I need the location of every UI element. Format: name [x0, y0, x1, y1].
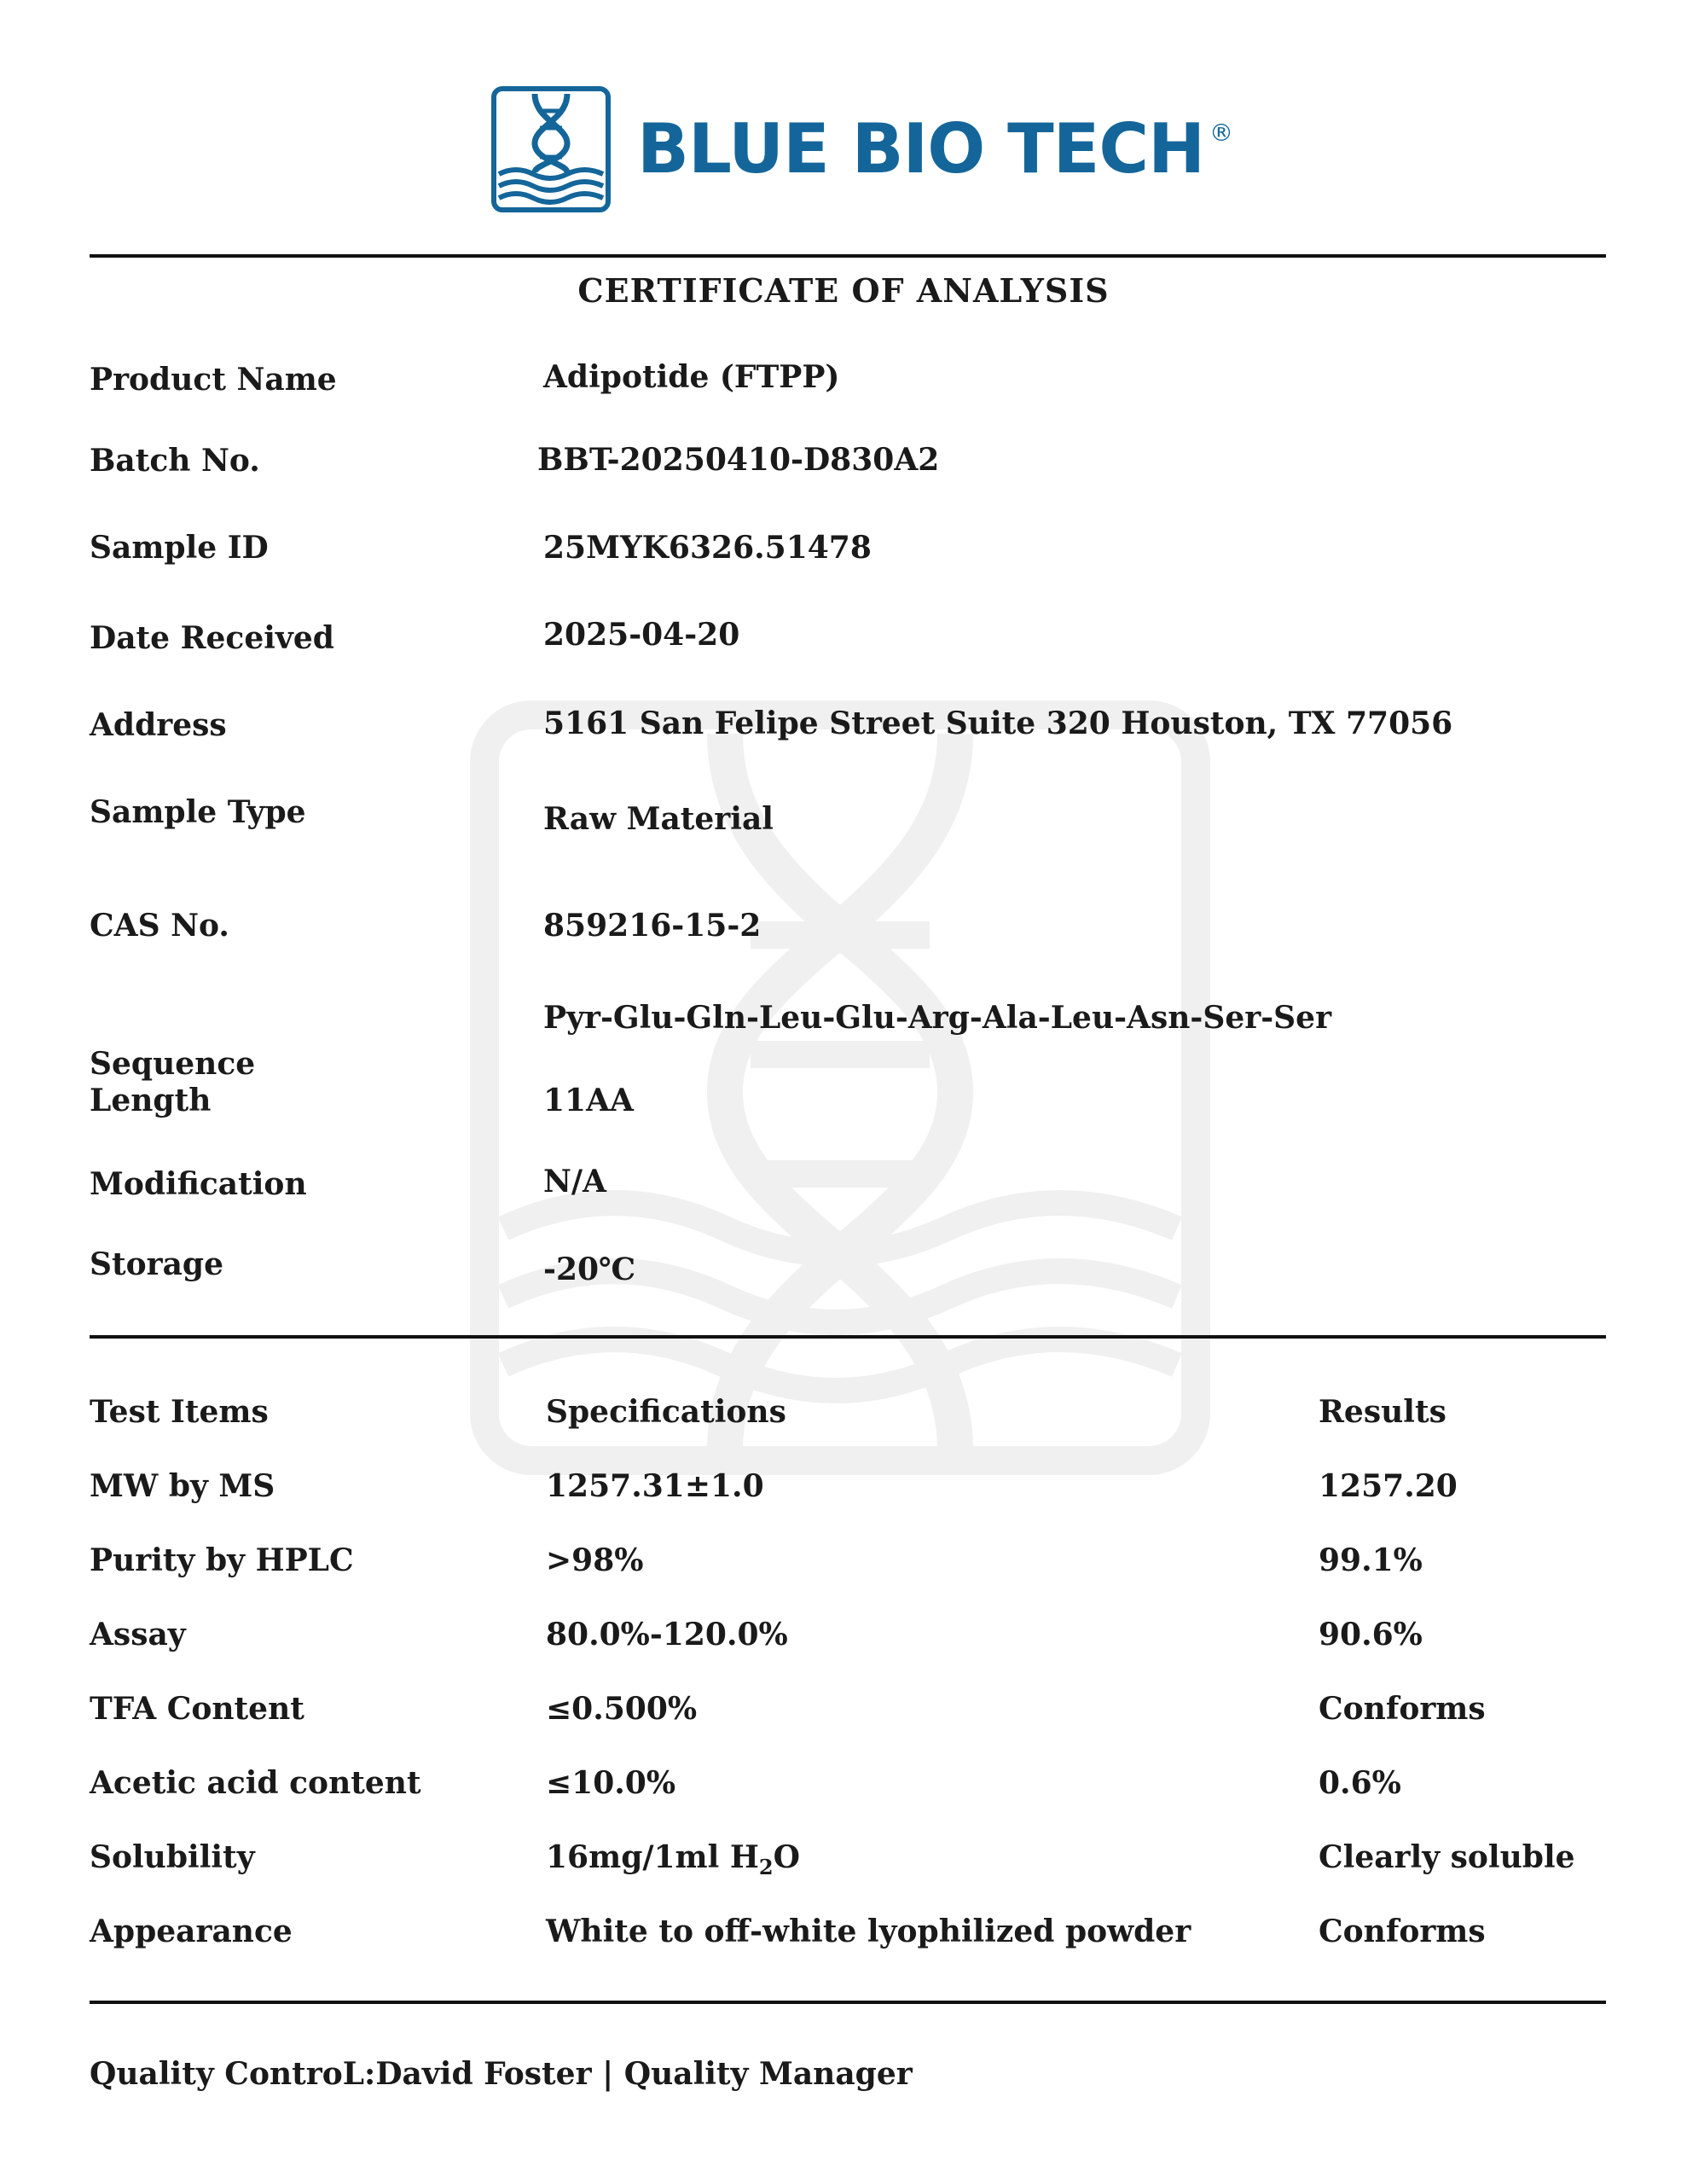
row-mw-item: MW by MS [90, 1468, 275, 1504]
row-appearance-result: Conforms [1319, 1914, 1486, 1949]
solubility-spec-suffix: O [773, 1839, 800, 1875]
solubility-spec-prefix: 16mg/1ml H [546, 1839, 759, 1875]
value-batch-no: BBT-20250410-D830A2 [537, 442, 940, 478]
dna-logo-icon [490, 85, 612, 213]
row-purity-item: Purity by HPLC [90, 1542, 354, 1578]
row-tfa-item: TFA Content [90, 1691, 304, 1727]
header-specifications: Specifications [546, 1394, 786, 1430]
row-assay-item: Assay [90, 1617, 186, 1653]
value-modification: N/A [543, 1164, 606, 1199]
value-length: 11AA [543, 1083, 634, 1118]
header-test-items: Test Items [90, 1394, 269, 1430]
row-acetic-result: 0.6% [1319, 1765, 1401, 1801]
value-date-received: 2025-04-20 [543, 617, 740, 653]
value-product-name: Adipotide (FTPP) [543, 359, 840, 395]
row-tfa-spec: ≤0.500% [546, 1691, 698, 1727]
label-date-received: Date Received [90, 620, 334, 656]
label-cas-no: CAS No. [90, 908, 229, 944]
label-batch-no: Batch No. [90, 443, 260, 479]
row-appearance-item: Appearance [90, 1914, 293, 1949]
row-tfa-result: Conforms [1319, 1691, 1486, 1727]
brand-text: BLUE BIO TECH [637, 109, 1205, 189]
label-storage: Storage [90, 1246, 224, 1282]
row-solubility-spec [546, 1840, 800, 1879]
row-solubility-result: Clearly soluble [1319, 1839, 1575, 1875]
value-cas-no: 859216-15-2 [543, 908, 762, 944]
label-sample-type: Sample Type [90, 794, 306, 830]
row-solubility-item: Solubility [90, 1839, 255, 1875]
label-modification: Modification [90, 1166, 307, 1202]
row-acetic-spec: ≤10.0% [546, 1765, 676, 1801]
divider-top [90, 254, 1606, 258]
label-sequence: Sequence [90, 1046, 256, 1082]
row-assay-result: 90.6% [1319, 1617, 1423, 1653]
header-results: Results [1319, 1394, 1446, 1430]
value-sequence: Pyr-Glu-Gln-Leu-Glu-Arg-Ala-Leu-Asn-Ser-Ser [543, 1000, 1332, 1036]
document-title: CERTIFICATE OF ANALYSIS [577, 271, 1110, 310]
registered-mark: ® [1209, 119, 1234, 147]
quality-control-signature: Quality ControL:David Foster | Quality Manager [90, 2056, 913, 2092]
label-address: Address [90, 707, 227, 743]
label-product-name: Product Name [90, 362, 337, 398]
brand-name [637, 109, 1234, 189]
value-sample-type: Raw Material [543, 801, 774, 837]
value-sample-id: 25MYK6326.51478 [543, 530, 872, 566]
solubility-spec-subscript: 2 [758, 1855, 774, 1880]
divider-bottom [90, 2001, 1606, 2004]
row-appearance-spec: White to off-white lyophilized powder [546, 1914, 1191, 1949]
row-purity-result: 99.1% [1319, 1542, 1423, 1578]
brand-logo [490, 85, 1233, 213]
value-storage: -20℃ [543, 1252, 636, 1287]
row-mw-spec: 1257.31±1.0 [546, 1468, 764, 1504]
row-assay-spec: 80.0%-120.0% [546, 1617, 788, 1653]
row-acetic-item: Acetic acid content [90, 1765, 421, 1801]
divider-middle [90, 1335, 1606, 1339]
value-address: 5161 San Felipe Street Suite 320 Houston, TX 77056 [543, 706, 1453, 741]
row-purity-spec: >98% [546, 1542, 644, 1578]
label-length: Length [90, 1083, 212, 1118]
row-mw-result: 1257.20 [1319, 1468, 1458, 1504]
label-sample-id: Sample ID [90, 530, 269, 566]
